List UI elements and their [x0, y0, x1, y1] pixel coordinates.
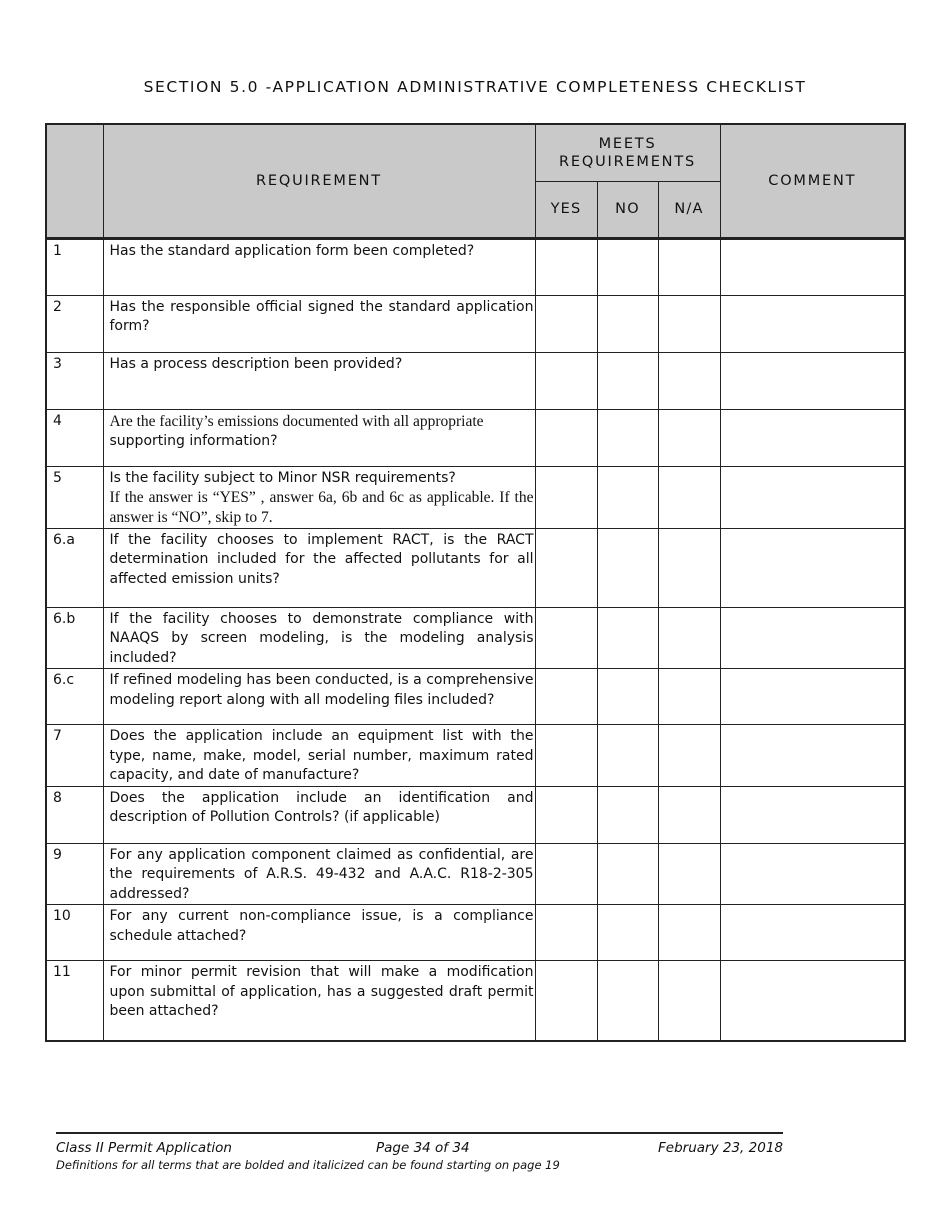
yes-cell[interactable]: [535, 669, 597, 725]
footer-divider: [56, 1132, 783, 1134]
footer-document-name: Class II Permit Application: [56, 1140, 232, 1156]
table-row: [46, 961, 905, 1041]
footer-date: February 23, 2018: [658, 1140, 783, 1156]
row-number: 7: [46, 725, 103, 787]
footer-definitions-note: Definitions for all terms that are bolded and italicized can be found starting on page 19: [56, 1158, 560, 1172]
row-number: 2: [46, 295, 103, 352]
na-cell[interactable]: [658, 607, 720, 669]
table-header: [46, 124, 905, 238]
header-meets-requirements: MEETS REQUIREMENTS: [535, 124, 720, 181]
row-number: 6.c: [46, 669, 103, 725]
no-cell[interactable]: [597, 725, 658, 787]
requirement-text: For any application component claimed as confidential, are the requirements of A.R.S. 49-432 and A.A.C. R18-2-305 addressed?: [103, 843, 535, 905]
requirement-text-serif: If the answer is “YES” , answer 6a, 6b and 6c as applicable. If the answer is “NO”, skip to 7.: [109, 488, 534, 526]
table-row: [46, 466, 905, 528]
footer-page-number: Page 34 of 34: [376, 1140, 470, 1156]
na-cell[interactable]: [658, 843, 720, 905]
yes-cell[interactable]: [535, 607, 597, 669]
comment-cell[interactable]: [720, 607, 905, 669]
requirement-text: Has a process description been provided?: [103, 352, 535, 409]
table-row: [46, 905, 905, 961]
completeness-checklist-table: [45, 123, 906, 1042]
row-number: 5: [46, 466, 103, 528]
requirement-text: Has the standard application form been completed?: [103, 238, 535, 295]
row-number: 9: [46, 843, 103, 905]
no-cell[interactable]: [597, 409, 658, 466]
table-row: [46, 295, 905, 352]
yes-cell[interactable]: [535, 528, 597, 607]
header-yes: YES: [535, 181, 597, 238]
requirement-text: If the facility chooses to implement RACT, is the RACT determination included for the affected pollutants for all affected emission units?: [103, 528, 535, 607]
footer: [56, 1140, 783, 1158]
no-cell[interactable]: [597, 466, 658, 528]
table-row: [46, 725, 905, 787]
na-cell[interactable]: [658, 409, 720, 466]
requirement-text: If the facility chooses to demonstrate compliance with NAAQS by screen modeling, is the modeling analysis included?: [103, 607, 535, 669]
no-cell[interactable]: [597, 961, 658, 1041]
comment-cell[interactable]: [720, 961, 905, 1041]
requirement-text-main: Is the facility subject to Minor NSR requirements?: [109, 469, 456, 486]
comment-cell[interactable]: [720, 409, 905, 466]
table-row: [46, 786, 905, 843]
no-cell[interactable]: [597, 295, 658, 352]
requirement-text: [103, 409, 535, 466]
table-row: [46, 528, 905, 607]
yes-cell[interactable]: [535, 905, 597, 961]
na-cell[interactable]: [658, 528, 720, 607]
yes-cell[interactable]: [535, 786, 597, 843]
comment-cell[interactable]: [720, 843, 905, 905]
table-row: [46, 669, 905, 725]
no-cell[interactable]: [597, 905, 658, 961]
requirement-text: For any current non-compliance issue, is a compliance schedule attached?: [103, 905, 535, 961]
comment-cell[interactable]: [720, 466, 905, 528]
row-number: 6.a: [46, 528, 103, 607]
comment-cell[interactable]: [720, 786, 905, 843]
yes-cell[interactable]: [535, 725, 597, 787]
requirement-text: For minor permit revision that will make a modification upon submittal of application, has a suggested draft permit been attached?: [103, 961, 535, 1041]
header-comment: COMMENT: [720, 124, 905, 238]
requirement-text: Has the responsible official signed the standard application form?: [103, 295, 535, 352]
requirement-text: Does the application include an equipment list with the type, name, make, model, serial number, maximum rated capacity, and date of manufacture?: [103, 725, 535, 787]
header-na: N/A: [658, 181, 720, 238]
row-number: 11: [46, 961, 103, 1041]
na-cell[interactable]: [658, 961, 720, 1041]
no-cell[interactable]: [597, 669, 658, 725]
no-cell[interactable]: [597, 843, 658, 905]
header-number: [46, 124, 103, 238]
no-cell[interactable]: [597, 528, 658, 607]
requirement-text-cont: supporting information?: [109, 433, 278, 449]
row-number: 8: [46, 786, 103, 843]
no-cell[interactable]: [597, 607, 658, 669]
table-row: [46, 352, 905, 409]
header-no: NO: [597, 181, 658, 238]
na-cell[interactable]: [658, 669, 720, 725]
na-cell[interactable]: [658, 466, 720, 528]
comment-cell[interactable]: [720, 905, 905, 961]
table-row: [46, 238, 905, 295]
requirement-text: If refined modeling has been conducted, is a comprehensive modeling report along with all modeling files included?: [103, 669, 535, 725]
yes-cell[interactable]: [535, 961, 597, 1041]
requirement-text-serif: Are the facility’s emissions documented with all appropriate: [109, 412, 484, 430]
comment-cell[interactable]: [720, 238, 905, 295]
row-number: 6.b: [46, 607, 103, 669]
comment-cell[interactable]: [720, 725, 905, 787]
na-cell[interactable]: [658, 905, 720, 961]
table-row: [46, 843, 905, 905]
comment-cell[interactable]: [720, 352, 905, 409]
yes-cell[interactable]: [535, 843, 597, 905]
table-row: [46, 607, 905, 669]
na-cell[interactable]: [658, 352, 720, 409]
yes-cell[interactable]: [535, 409, 597, 466]
comment-cell[interactable]: [720, 295, 905, 352]
row-number: 10: [46, 905, 103, 961]
na-cell[interactable]: [658, 295, 720, 352]
no-cell[interactable]: [597, 238, 658, 295]
comment-cell[interactable]: [720, 528, 905, 607]
requirement-text: [103, 466, 535, 528]
row-number: 3: [46, 352, 103, 409]
na-cell[interactable]: [658, 786, 720, 843]
section-title: SECTION 5.0 -APPLICATION ADMINISTRATIVE COMPLETENESS CHECKLIST: [143, 78, 807, 96]
yes-cell[interactable]: [535, 466, 597, 528]
requirement-text: Does the application include an identification and description of Pollution Controls? (if applicable): [103, 786, 535, 843]
table-row: [46, 409, 905, 466]
yes-cell[interactable]: [535, 238, 597, 295]
na-cell[interactable]: [658, 725, 720, 787]
row-number: 4: [46, 409, 103, 466]
na-cell[interactable]: [658, 238, 720, 295]
comment-cell[interactable]: [720, 669, 905, 725]
no-cell[interactable]: [597, 786, 658, 843]
row-number: 1: [46, 238, 103, 295]
header-requirement: REQUIREMENT: [103, 124, 535, 238]
yes-cell[interactable]: [535, 295, 597, 352]
yes-cell[interactable]: [535, 352, 597, 409]
no-cell[interactable]: [597, 352, 658, 409]
